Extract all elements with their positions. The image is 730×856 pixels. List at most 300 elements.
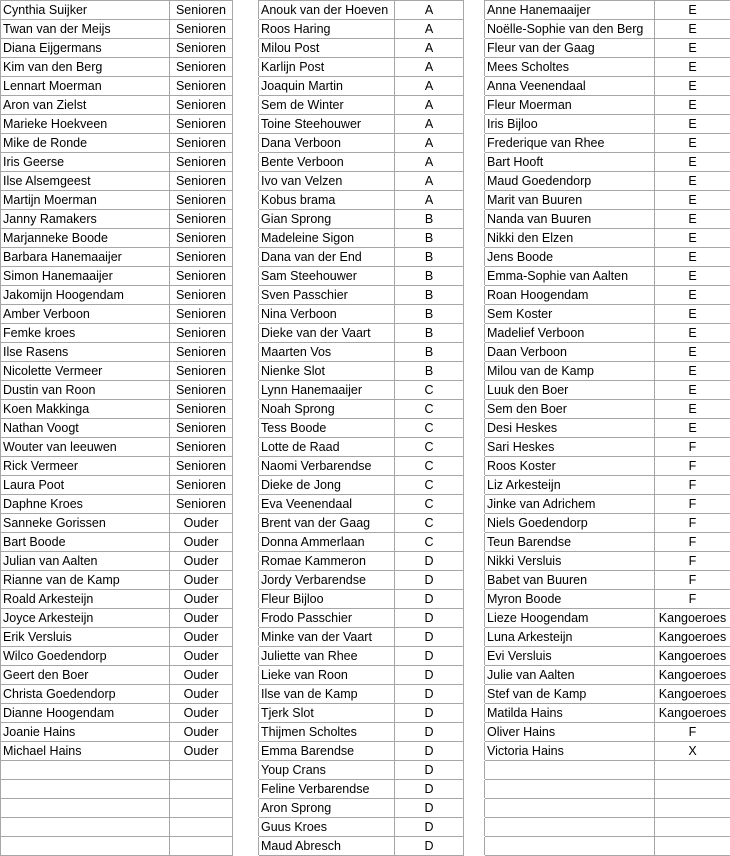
group-cell[interactable]: C <box>395 381 464 400</box>
spacer-cell[interactable] <box>464 343 485 362</box>
name-cell[interactable]: Ilse Alsemgeest <box>1 172 170 191</box>
group-cell[interactable]: D <box>395 704 464 723</box>
group-cell[interactable]: B <box>395 362 464 381</box>
group-cell[interactable]: E <box>655 77 730 96</box>
name-cell[interactable]: Karlijn Post <box>259 58 395 77</box>
name-cell[interactable]: Eva Veenendaal <box>259 495 395 514</box>
group-cell[interactable]: Senioren <box>170 229 233 248</box>
name-cell[interactable]: Dana Verboon <box>259 134 395 153</box>
group-cell[interactable]: E <box>655 343 730 362</box>
group-cell[interactable]: Senioren <box>170 77 233 96</box>
name-cell[interactable]: Maud Goedendorp <box>485 172 655 191</box>
group-cell[interactable]: C <box>395 495 464 514</box>
name-cell[interactable]: Geert den Boer <box>1 666 170 685</box>
spacer-cell[interactable] <box>464 742 485 761</box>
group-cell[interactable]: A <box>395 77 464 96</box>
name-cell[interactable]: Brent van der Gaag <box>259 514 395 533</box>
name-cell[interactable]: Nanda van Buuren <box>485 210 655 229</box>
spacer-cell[interactable] <box>233 362 259 381</box>
spacer-cell[interactable] <box>464 609 485 628</box>
group-cell[interactable]: A <box>395 153 464 172</box>
spacer-cell[interactable] <box>233 153 259 172</box>
name-cell[interactable] <box>485 761 655 780</box>
name-cell[interactable]: Frederique van Rhee <box>485 134 655 153</box>
group-cell[interactable]: Senioren <box>170 324 233 343</box>
group-cell[interactable]: F <box>655 495 730 514</box>
group-cell[interactable]: Senioren <box>170 1 233 20</box>
group-cell[interactable]: D <box>395 647 464 666</box>
name-cell[interactable]: Tjerk Slot <box>259 704 395 723</box>
group-cell[interactable]: Senioren <box>170 267 233 286</box>
name-cell[interactable] <box>485 837 655 856</box>
name-cell[interactable]: Roos Haring <box>259 20 395 39</box>
group-cell[interactable]: Ouder <box>170 723 233 742</box>
group-cell[interactable]: Senioren <box>170 134 233 153</box>
name-cell[interactable]: Jakomijn Hoogendam <box>1 286 170 305</box>
group-cell[interactable]: D <box>395 571 464 590</box>
name-cell[interactable]: Victoria Hains <box>485 742 655 761</box>
group-cell[interactable]: Senioren <box>170 286 233 305</box>
name-cell[interactable]: Anouk van der Hoeven <box>259 1 395 20</box>
name-cell[interactable]: Dieke van der Vaart <box>259 324 395 343</box>
group-cell[interactable]: Ouder <box>170 514 233 533</box>
name-cell[interactable]: Maarten Vos <box>259 343 395 362</box>
name-cell[interactable]: Noah Sprong <box>259 400 395 419</box>
spacer-cell[interactable] <box>233 609 259 628</box>
group-cell[interactable]: D <box>395 723 464 742</box>
name-cell[interactable]: Sari Heskes <box>485 438 655 457</box>
spacer-cell[interactable] <box>464 153 485 172</box>
group-cell[interactable]: Senioren <box>170 153 233 172</box>
group-cell[interactable]: E <box>655 248 730 267</box>
name-cell[interactable]: Ilse Rasens <box>1 343 170 362</box>
spacer-cell[interactable] <box>233 39 259 58</box>
name-cell[interactable]: Babet van Buuren <box>485 571 655 590</box>
group-cell[interactable]: E <box>655 362 730 381</box>
group-cell[interactable]: Ouder <box>170 533 233 552</box>
group-cell[interactable]: Senioren <box>170 115 233 134</box>
name-cell[interactable]: Femke kroes <box>1 324 170 343</box>
spacer-cell[interactable] <box>464 837 485 856</box>
spacer-cell[interactable] <box>233 438 259 457</box>
group-cell[interactable]: E <box>655 229 730 248</box>
spacer-cell[interactable] <box>233 115 259 134</box>
spacer-cell[interactable] <box>233 647 259 666</box>
group-cell[interactable]: E <box>655 39 730 58</box>
group-cell[interactable]: E <box>655 324 730 343</box>
name-cell[interactable]: Mees Scholtes <box>485 58 655 77</box>
group-cell[interactable]: E <box>655 286 730 305</box>
name-cell[interactable]: Barbara Hanemaaijer <box>1 248 170 267</box>
group-cell[interactable]: E <box>655 134 730 153</box>
name-cell[interactable]: Rianne van de Kamp <box>1 571 170 590</box>
spacer-cell[interactable] <box>464 590 485 609</box>
group-cell[interactable]: E <box>655 20 730 39</box>
name-cell[interactable]: Ivo van Velzen <box>259 172 395 191</box>
group-cell[interactable]: Ouder <box>170 590 233 609</box>
spacer-cell[interactable] <box>233 476 259 495</box>
spacer-cell[interactable] <box>233 134 259 153</box>
name-cell[interactable]: Roan Hoogendam <box>485 286 655 305</box>
spacer-cell[interactable] <box>464 571 485 590</box>
group-cell[interactable]: D <box>395 609 464 628</box>
spacer-cell[interactable] <box>464 324 485 343</box>
spacer-cell[interactable] <box>464 685 485 704</box>
name-cell[interactable]: Noëlle-Sophie van den Berg <box>485 20 655 39</box>
name-cell[interactable]: Juliette van Rhee <box>259 647 395 666</box>
group-cell[interactable]: A <box>395 1 464 20</box>
group-cell[interactable]: D <box>395 818 464 837</box>
group-cell[interactable] <box>170 780 233 799</box>
group-cell[interactable]: D <box>395 552 464 571</box>
group-cell[interactable]: B <box>395 343 464 362</box>
spacer-cell[interactable] <box>464 704 485 723</box>
group-cell[interactable] <box>170 799 233 818</box>
group-cell[interactable]: D <box>395 837 464 856</box>
group-cell[interactable]: E <box>655 191 730 210</box>
group-cell[interactable]: Senioren <box>170 210 233 229</box>
group-cell[interactable]: E <box>655 115 730 134</box>
spacer-cell[interactable] <box>464 96 485 115</box>
name-cell[interactable]: Oliver Hains <box>485 723 655 742</box>
spacer-cell[interactable] <box>233 248 259 267</box>
group-cell[interactable]: F <box>655 552 730 571</box>
group-cell[interactable]: D <box>395 685 464 704</box>
name-cell[interactable]: Milou Post <box>259 39 395 58</box>
spacer-cell[interactable] <box>464 229 485 248</box>
name-cell[interactable]: Daphne Kroes <box>1 495 170 514</box>
spacer-cell[interactable] <box>464 77 485 96</box>
name-cell[interactable]: Niels Goedendorp <box>485 514 655 533</box>
name-cell[interactable]: Iris Geerse <box>1 153 170 172</box>
name-cell[interactable]: Dustin van Roon <box>1 381 170 400</box>
name-cell[interactable]: Myron Boode <box>485 590 655 609</box>
group-cell[interactable] <box>170 837 233 856</box>
group-cell[interactable]: B <box>395 305 464 324</box>
spacer-cell[interactable] <box>233 666 259 685</box>
spacer-cell[interactable] <box>464 647 485 666</box>
spacer-cell[interactable] <box>233 495 259 514</box>
group-cell[interactable]: B <box>395 248 464 267</box>
spacer-cell[interactable] <box>464 134 485 153</box>
group-cell[interactable]: E <box>655 153 730 172</box>
group-cell[interactable]: B <box>395 324 464 343</box>
name-cell[interactable]: Lotte de Raad <box>259 438 395 457</box>
group-cell[interactable]: A <box>395 39 464 58</box>
name-cell[interactable]: Sem den Boer <box>485 400 655 419</box>
group-cell[interactable]: D <box>395 761 464 780</box>
name-cell[interactable]: Jinke van Adrichem <box>485 495 655 514</box>
name-cell[interactable]: Dieke de Jong <box>259 476 395 495</box>
group-cell[interactable]: Kangoeroes <box>655 666 730 685</box>
name-cell[interactable]: Amber Verboon <box>1 305 170 324</box>
spacer-cell[interactable] <box>233 1 259 20</box>
group-cell[interactable]: B <box>395 229 464 248</box>
name-cell[interactable]: Kim van den Berg <box>1 58 170 77</box>
group-cell[interactable]: Senioren <box>170 457 233 476</box>
name-cell[interactable] <box>1 799 170 818</box>
name-cell[interactable]: Diana Eijgermans <box>1 39 170 58</box>
name-cell[interactable]: Dana van der End <box>259 248 395 267</box>
name-cell[interactable]: Romae Kammeron <box>259 552 395 571</box>
group-cell[interactable]: C <box>395 533 464 552</box>
spacer-cell[interactable] <box>464 172 485 191</box>
group-cell[interactable]: Kangoeroes <box>655 609 730 628</box>
group-cell[interactable]: Senioren <box>170 96 233 115</box>
name-cell[interactable]: Roos Koster <box>485 457 655 476</box>
name-cell[interactable]: Matilda Hains <box>485 704 655 723</box>
group-cell[interactable]: D <box>395 742 464 761</box>
name-cell[interactable]: Tess Boode <box>259 419 395 438</box>
spacer-cell[interactable] <box>464 191 485 210</box>
name-cell[interactable]: Bente Verboon <box>259 153 395 172</box>
name-cell[interactable]: Marit van Buuren <box>485 191 655 210</box>
group-cell[interactable]: Kangoeroes <box>655 685 730 704</box>
group-cell[interactable]: E <box>655 210 730 229</box>
group-cell[interactable]: A <box>395 96 464 115</box>
group-cell[interactable] <box>655 818 730 837</box>
spacer-cell[interactable] <box>464 267 485 286</box>
group-cell[interactable]: Ouder <box>170 628 233 647</box>
name-cell[interactable]: Bart Boode <box>1 533 170 552</box>
name-cell[interactable]: Liz Arkesteijn <box>485 476 655 495</box>
name-cell[interactable]: Lieke van Roon <box>259 666 395 685</box>
group-cell[interactable]: A <box>395 20 464 39</box>
group-cell[interactable]: Senioren <box>170 381 233 400</box>
spacer-cell[interactable] <box>464 514 485 533</box>
group-cell[interactable] <box>170 818 233 837</box>
group-cell[interactable]: Senioren <box>170 495 233 514</box>
spacer-cell[interactable] <box>464 723 485 742</box>
group-cell[interactable]: Kangoeroes <box>655 628 730 647</box>
name-cell[interactable]: Christa Goedendorp <box>1 685 170 704</box>
spacer-cell[interactable] <box>233 267 259 286</box>
group-cell[interactable]: D <box>395 799 464 818</box>
name-cell[interactable]: Bart Hooft <box>485 153 655 172</box>
name-cell[interactable]: Twan van der Meijs <box>1 20 170 39</box>
group-cell[interactable]: Ouder <box>170 742 233 761</box>
spacer-cell[interactable] <box>233 172 259 191</box>
spacer-cell[interactable] <box>464 476 485 495</box>
group-cell[interactable]: C <box>395 419 464 438</box>
group-cell[interactable]: C <box>395 514 464 533</box>
group-cell[interactable]: C <box>395 457 464 476</box>
spacer-cell[interactable] <box>464 761 485 780</box>
name-cell[interactable]: Ilse van de Kamp <box>259 685 395 704</box>
group-cell[interactable]: Senioren <box>170 476 233 495</box>
spacer-cell[interactable] <box>233 571 259 590</box>
group-cell[interactable]: Senioren <box>170 58 233 77</box>
group-cell[interactable]: F <box>655 723 730 742</box>
name-cell[interactable] <box>1 837 170 856</box>
name-cell[interactable]: Dianne Hoogendam <box>1 704 170 723</box>
group-cell[interactable]: Senioren <box>170 438 233 457</box>
spacer-cell[interactable] <box>464 115 485 134</box>
spacer-cell[interactable] <box>464 381 485 400</box>
spacer-cell[interactable] <box>233 799 259 818</box>
name-cell[interactable]: Daan Verboon <box>485 343 655 362</box>
spacer-cell[interactable] <box>464 248 485 267</box>
spacer-cell[interactable] <box>233 685 259 704</box>
name-cell[interactable]: Julie van Aalten <box>485 666 655 685</box>
name-cell[interactable]: Donna Ammerlaan <box>259 533 395 552</box>
group-cell[interactable]: E <box>655 1 730 20</box>
spacer-cell[interactable] <box>464 305 485 324</box>
group-cell[interactable] <box>170 761 233 780</box>
group-cell[interactable]: Senioren <box>170 419 233 438</box>
name-cell[interactable]: Minke van der Vaart <box>259 628 395 647</box>
group-cell[interactable]: D <box>395 780 464 799</box>
group-cell[interactable]: Senioren <box>170 191 233 210</box>
name-cell[interactable]: Desi Heskes <box>485 419 655 438</box>
group-cell[interactable]: C <box>395 438 464 457</box>
group-cell[interactable]: Senioren <box>170 400 233 419</box>
name-cell[interactable]: Michael Hains <box>1 742 170 761</box>
spacer-cell[interactable] <box>233 305 259 324</box>
name-cell[interactable]: Simon Hanemaaijer <box>1 267 170 286</box>
group-cell[interactable]: Kangoeroes <box>655 704 730 723</box>
name-cell[interactable]: Aron van Zielst <box>1 96 170 115</box>
spacer-cell[interactable] <box>233 286 259 305</box>
spacer-cell[interactable] <box>233 324 259 343</box>
name-cell[interactable]: Emma Barendse <box>259 742 395 761</box>
name-cell[interactable]: Youp Crans <box>259 761 395 780</box>
group-cell[interactable]: Ouder <box>170 685 233 704</box>
group-cell[interactable]: E <box>655 267 730 286</box>
name-cell[interactable]: Mike de Ronde <box>1 134 170 153</box>
name-cell[interactable]: Nathan Voogt <box>1 419 170 438</box>
name-cell[interactable]: Teun Barendse <box>485 533 655 552</box>
name-cell[interactable]: Milou van de Kamp <box>485 362 655 381</box>
spacer-cell[interactable] <box>464 799 485 818</box>
group-cell[interactable]: D <box>395 628 464 647</box>
group-cell[interactable] <box>655 780 730 799</box>
group-cell[interactable]: Senioren <box>170 20 233 39</box>
name-cell[interactable]: Marieke Hoekveen <box>1 115 170 134</box>
name-cell[interactable]: Nikki den Elzen <box>485 229 655 248</box>
spacer-cell[interactable] <box>464 628 485 647</box>
name-cell[interactable]: Kobus brama <box>259 191 395 210</box>
spacer-cell[interactable] <box>233 77 259 96</box>
name-cell[interactable]: Nikki Versluis <box>485 552 655 571</box>
name-cell[interactable]: Sem de Winter <box>259 96 395 115</box>
group-cell[interactable]: A <box>395 58 464 77</box>
group-cell[interactable]: Senioren <box>170 172 233 191</box>
group-cell[interactable]: F <box>655 476 730 495</box>
group-cell[interactable]: Kangoeroes <box>655 647 730 666</box>
spacer-cell[interactable] <box>464 780 485 799</box>
group-cell[interactable]: Ouder <box>170 666 233 685</box>
spacer-cell[interactable] <box>233 628 259 647</box>
name-cell[interactable]: Fleur Bijloo <box>259 590 395 609</box>
spacer-cell[interactable] <box>233 381 259 400</box>
spacer-cell[interactable] <box>233 400 259 419</box>
spacer-cell[interactable] <box>233 191 259 210</box>
spacer-cell[interactable] <box>233 229 259 248</box>
spacer-cell[interactable] <box>233 96 259 115</box>
name-cell[interactable]: Joaquin Martin <box>259 77 395 96</box>
group-cell[interactable]: Senioren <box>170 305 233 324</box>
group-cell[interactable]: F <box>655 457 730 476</box>
group-cell[interactable]: F <box>655 438 730 457</box>
spacer-cell[interactable] <box>233 590 259 609</box>
name-cell[interactable]: Naomi Verbarendse <box>259 457 395 476</box>
spacer-cell[interactable] <box>233 742 259 761</box>
spacer-cell[interactable] <box>233 514 259 533</box>
spacer-cell[interactable] <box>233 552 259 571</box>
name-cell[interactable]: Cynthia Suijker <box>1 1 170 20</box>
name-cell[interactable]: Marjanneke Boode <box>1 229 170 248</box>
name-cell[interactable]: Madeleine Sigon <box>259 229 395 248</box>
name-cell[interactable]: Iris Bijloo <box>485 115 655 134</box>
spacer-cell[interactable] <box>233 704 259 723</box>
name-cell[interactable]: Evi Versluis <box>485 647 655 666</box>
group-cell[interactable]: E <box>655 419 730 438</box>
group-cell[interactable]: Ouder <box>170 704 233 723</box>
name-cell[interactable]: Koen Makkinga <box>1 400 170 419</box>
name-cell[interactable]: Maud Abresch <box>259 837 395 856</box>
name-cell[interactable]: Madelief Verboon <box>485 324 655 343</box>
name-cell[interactable] <box>485 780 655 799</box>
spacer-cell[interactable] <box>233 723 259 742</box>
name-cell[interactable]: Roald Arkesteijn <box>1 590 170 609</box>
spacer-cell[interactable] <box>233 210 259 229</box>
group-cell[interactable]: A <box>395 134 464 153</box>
group-cell[interactable]: Senioren <box>170 248 233 267</box>
spacer-cell[interactable] <box>464 1 485 20</box>
group-cell[interactable]: F <box>655 590 730 609</box>
name-cell[interactable]: Rick Vermeer <box>1 457 170 476</box>
spacer-cell[interactable] <box>464 58 485 77</box>
group-cell[interactable]: F <box>655 514 730 533</box>
name-cell[interactable]: Martijn Moerman <box>1 191 170 210</box>
name-cell[interactable]: Lynn Hanemaaijer <box>259 381 395 400</box>
name-cell[interactable]: Julian van Aalten <box>1 552 170 571</box>
spacer-cell[interactable] <box>464 818 485 837</box>
spacer-cell[interactable] <box>233 533 259 552</box>
spacer-cell[interactable] <box>464 286 485 305</box>
name-cell[interactable]: Laura Poot <box>1 476 170 495</box>
group-cell[interactable]: Ouder <box>170 647 233 666</box>
name-cell[interactable]: Anne Hanemaaijer <box>485 1 655 20</box>
group-cell[interactable]: F <box>655 533 730 552</box>
group-cell[interactable]: D <box>395 666 464 685</box>
group-cell[interactable]: Ouder <box>170 571 233 590</box>
spacer-cell[interactable] <box>464 39 485 58</box>
name-cell[interactable]: Stef van de Kamp <box>485 685 655 704</box>
group-cell[interactable]: E <box>655 400 730 419</box>
name-cell[interactable]: Wouter van leeuwen <box>1 438 170 457</box>
name-cell[interactable]: Nina Verboon <box>259 305 395 324</box>
group-cell[interactable]: A <box>395 172 464 191</box>
name-cell[interactable]: Frodo Passchier <box>259 609 395 628</box>
name-cell[interactable] <box>1 818 170 837</box>
name-cell[interactable]: Jordy Verbarendse <box>259 571 395 590</box>
group-cell[interactable]: Ouder <box>170 609 233 628</box>
spacer-cell[interactable] <box>233 20 259 39</box>
group-cell[interactable] <box>655 799 730 818</box>
name-cell[interactable] <box>1 780 170 799</box>
spacer-cell[interactable] <box>233 419 259 438</box>
spacer-cell[interactable] <box>464 457 485 476</box>
name-cell[interactable]: Luna Arkesteijn <box>485 628 655 647</box>
group-cell[interactable]: B <box>395 210 464 229</box>
name-cell[interactable]: Joyce Arkesteijn <box>1 609 170 628</box>
name-cell[interactable]: Lieze Hoogendam <box>485 609 655 628</box>
name-cell[interactable]: Fleur van der Gaag <box>485 39 655 58</box>
group-cell[interactable]: Senioren <box>170 39 233 58</box>
group-cell[interactable]: X <box>655 742 730 761</box>
